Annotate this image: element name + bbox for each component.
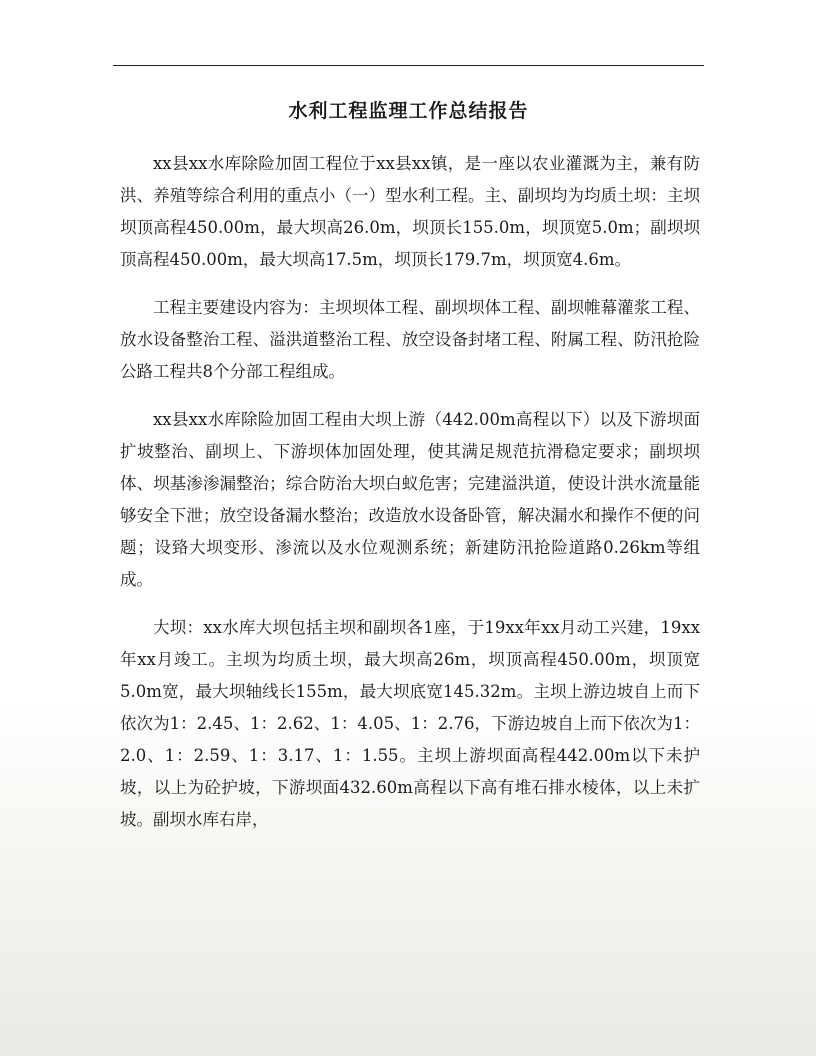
document-title: 水利工程监理工作总结报告 — [288, 100, 529, 122]
paragraph-3: xx县xx水库除险加固工程由大坝上游（442.00m高程以下）以及下游坝面扩坡整治、副坝上、下游坝体加固处理，使其满足规范抗滑稳定要求；副坝坝体、坝基渗渗漏整治；综合防治大坝白蚁危害；完建溢洪道，使设计洪水流量能够安全下泄；放空设备漏水整治；改造放水设备卧管，解决漏水和操作不便的问题；设臵大坝变形、渗流以及水位观测系统；新建防汛抢险道路0.26km等组成。 — [120, 410, 700, 589]
paragraph-1: xx县xx水库除险加固工程位于xx县xx镇，是一座以农业灌溉为主，兼有防洪、养殖等综合利用的重点小（一）型水利工程。主、副坝均为均质土坝：主坝坝顶高程450.00m，最大坝高26.0m，坝顶长155.0m，坝顶宽5.0m；副坝坝顶高程450.00m，最大坝高17.5m，坝顶长179.7m，坝顶宽4.6m。 — [120, 154, 700, 269]
paragraph-4: 大坝：xx水库大坝包括主坝和副坝各1座，于19xx年xx月动工兴建，19xx年xx月竣工。主坝为均质土坝，最大坝高26m，坝顶高程450.00m，坝顶宽5.0m宽，最大坝轴线长155m，最大坝底宽145.32m。主坝上游边坡自上而下依次为1：2.45、1：2.62、1：4.05、1：2.76，下游边坡自上而下依次为1：2.0、1：2.59、1：3.17、1：1.55。主坝上游坝面高程442.00m以下未护坡，以上为砼护坡，下游坝面432.60m高程以下高有堆石排水棱体，以上未扩坡。副坝水库右岸， — [120, 618, 700, 829]
header-rule — [113, 65, 704, 66]
paragraph-2: 工程主要建设内容为：主坝坝体工程、副坝坝体工程、副坝帷幕灌浆工程、放水设备整治工程、溢洪道整治工程、放空设备封堵工程、附属工程、防汛抢险公路工程共8个分部工程组成。 — [120, 298, 700, 381]
document-body — [120, 148, 700, 836]
